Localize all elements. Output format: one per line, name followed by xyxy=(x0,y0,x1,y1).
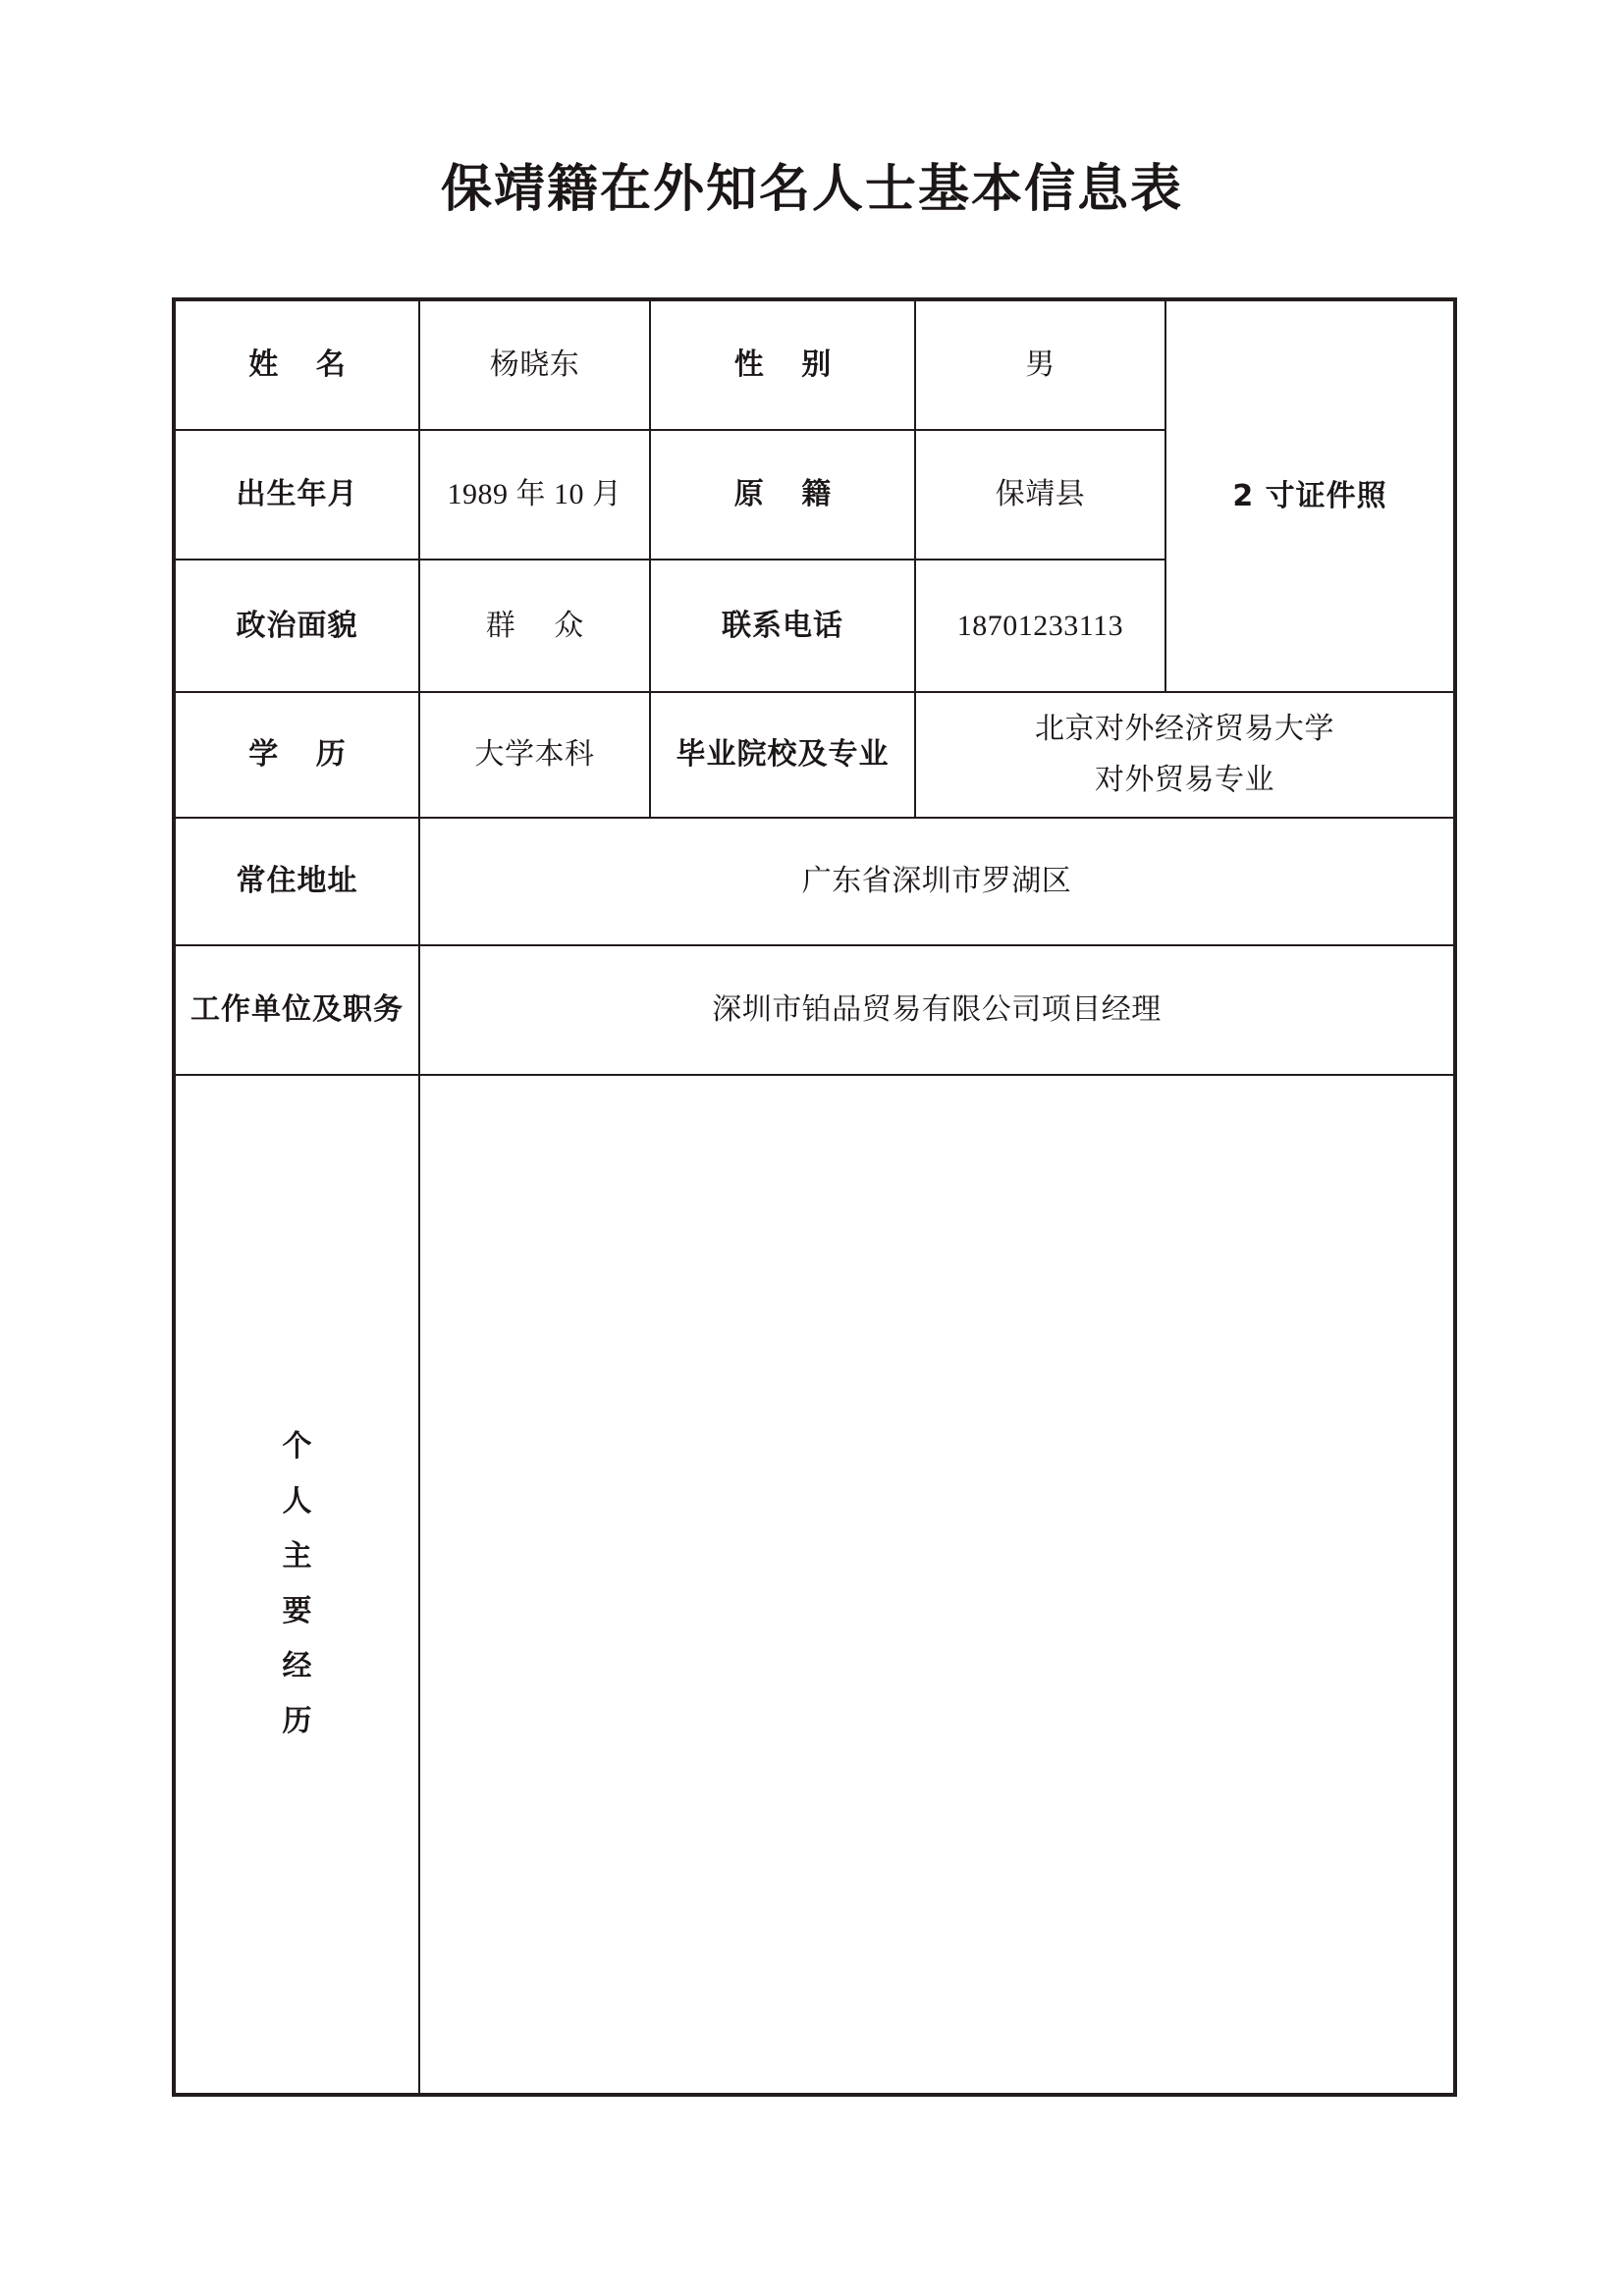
value-name[interactable]: 杨晓东 xyxy=(419,299,650,430)
value-personal-experience[interactable] xyxy=(419,1075,1455,2095)
value-school-major[interactable] xyxy=(915,692,1455,818)
table-row xyxy=(174,299,1455,430)
value-employer-position[interactable]: 深圳市铂品贸易有限公司项目经理 xyxy=(419,945,1455,1075)
label-political-status: 政治面貌 xyxy=(174,560,419,692)
value-political-status[interactable]: 群 众 xyxy=(419,560,650,692)
personal-info-table xyxy=(172,297,1457,2097)
vertical-label-char: 主 xyxy=(282,1539,312,1574)
value-residence-address[interactable]: 广东省深圳市罗湖区 xyxy=(419,818,1455,945)
label-origin: 原 籍 xyxy=(650,430,915,560)
value-origin[interactable]: 保靖县 xyxy=(915,430,1165,560)
table-row xyxy=(174,945,1455,1075)
vertical-label-char: 个 xyxy=(282,1429,312,1464)
vertical-label-stack xyxy=(176,1419,418,1749)
label-gender: 性 别 xyxy=(650,299,915,430)
table-row xyxy=(174,1075,1455,2095)
label-personal-experience xyxy=(174,1075,419,2095)
value-birth-date[interactable]: 1989 年 10 月 xyxy=(419,430,650,560)
value-phone[interactable]: 18701233113 xyxy=(915,560,1165,692)
label-education: 学 历 xyxy=(174,692,419,818)
vertical-label-char: 经 xyxy=(282,1649,312,1683)
label-name: 姓 名 xyxy=(174,299,419,430)
vertical-label-char: 人 xyxy=(282,1484,312,1519)
label-school-major: 毕业院校及专业 xyxy=(650,692,915,818)
value-gender[interactable]: 男 xyxy=(915,299,1165,430)
label-phone: 联系电话 xyxy=(650,560,915,692)
label-employer-position: 工作单位及职务 xyxy=(174,945,419,1075)
school-major-line: 对外贸易专业 xyxy=(1095,764,1274,796)
label-residence-address: 常住地址 xyxy=(174,818,419,945)
vertical-label-char: 要 xyxy=(282,1594,312,1629)
value-education[interactable]: 大学本科 xyxy=(419,692,650,818)
label-birth-date: 出生年月 xyxy=(174,430,419,560)
vertical-label-char: 历 xyxy=(282,1704,312,1738)
table-row xyxy=(174,692,1455,818)
school-name-line: 北京对外经济贸易大学 xyxy=(1035,713,1334,745)
table-row xyxy=(174,818,1455,945)
photo-placeholder-cell[interactable]: 2 寸证件照 xyxy=(1165,299,1455,692)
page-title: 保靖籍在外知名人士基本信息表 xyxy=(440,162,1183,218)
